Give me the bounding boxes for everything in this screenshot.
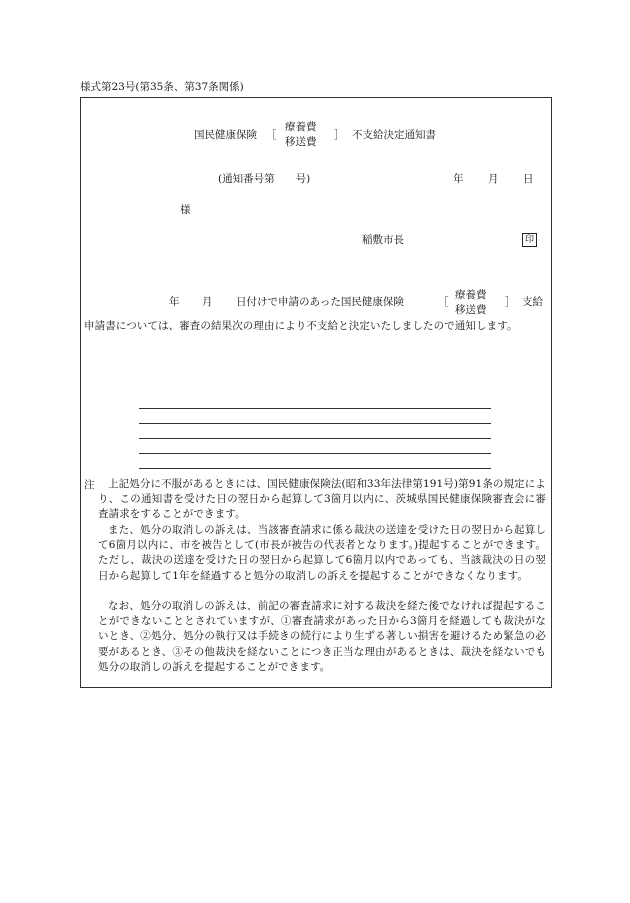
- reason-line-5: [139, 468, 491, 469]
- title-bracket-close: ］: [334, 129, 345, 141]
- title-bracket-open: ［: [266, 129, 277, 141]
- body-bracket-open: ［: [438, 296, 449, 308]
- body-option-ryoyohi: 療養費: [455, 289, 487, 301]
- reason-line-1: [139, 408, 491, 409]
- body-options: [455, 288, 487, 318]
- body-option-isohi: 移送費: [455, 304, 487, 316]
- title-prefix: 国民健康保険: [194, 129, 257, 141]
- notes-paragraph-3: なお、処分の取消しの訴えは、前記の審査請求に対する裁決を経た後でなければ提起することができないこととされていますが、①審査請求があった日から3箇月を経過しても裁決がないとき、②処分、処分の執行又は手続きの続行により生ずる著しい損害を避けるため緊急の必要があるとき、③その他裁決を経ないことにつき正当な理由があるときは、裁決を経ないでも処分の取消しの訴えを提起することができます。: [98, 600, 546, 673]
- title-option-isohi: 移送費: [285, 136, 317, 148]
- title-option-ryoyohi: 療養費: [285, 121, 317, 133]
- notes-paragraph-2: また、処分の取消しの訴えは、当該審査請求に係る裁決の送達を受けた日の翌日から起算して6箇月以内に、市を被告として(市長が被告の代表者となります。)提起することができます。ただし、裁決の送達を受けた日の翌日から起算して6箇月以内であっても、当該裁決の日の翌日から起算して1年を経過すると処分の取消しの訴えを提起することができなくなります。: [98, 524, 546, 582]
- addressee-suffix: 様: [180, 204, 191, 216]
- notes-label: 注: [84, 479, 95, 491]
- notice-number: (通知番号第 号): [218, 173, 311, 185]
- issuer: 稲敷市長: [362, 234, 404, 246]
- body-text1: 日付けで申請のあった国民健康保険: [236, 296, 404, 308]
- title-options: [285, 120, 317, 150]
- date-year: 年: [453, 173, 464, 185]
- body-year: 年: [169, 296, 180, 308]
- title-suffix: 不支給決定通知書: [352, 129, 436, 141]
- seal-mark: 印: [522, 233, 537, 247]
- date-month: 月: [488, 173, 499, 185]
- reason-line-4: [139, 453, 491, 454]
- date-day: 日: [523, 173, 534, 185]
- notes-paragraph-1: 上記処分に不服があるときには、国民健康保険法(昭和33年法律第191号)第91条の規定により、この通知書を受けた日の翌日から起算して3箇月以内に、茨城県国民健康保険審査会に審査請求をすることができます。: [98, 478, 546, 521]
- body-month: 月: [202, 296, 213, 308]
- body-text2: 支給: [522, 296, 543, 308]
- body-bracket-close: ］: [505, 296, 516, 308]
- form-number: 様式第23号(第35条、第37条関係): [80, 81, 244, 93]
- reason-line-3: [139, 438, 491, 439]
- reason-line-2: [139, 423, 491, 424]
- body-text3: 申請書については、審査の結果次の理由により不支給と決定いたしましたので通知します。: [84, 320, 518, 332]
